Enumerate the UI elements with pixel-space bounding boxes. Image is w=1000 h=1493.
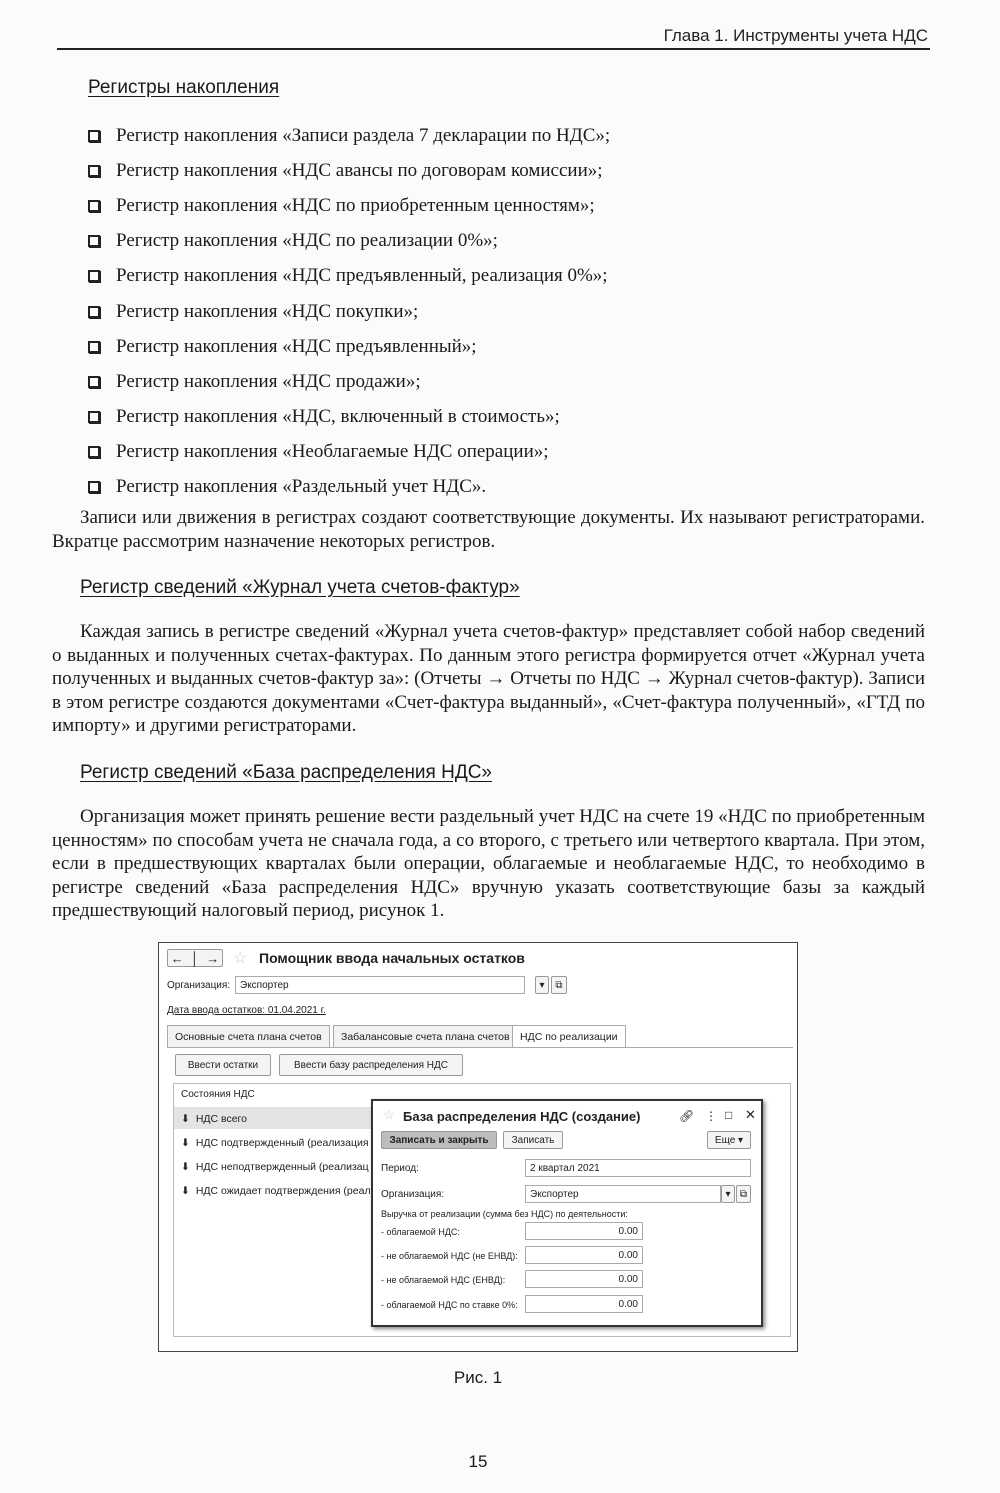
open-icon[interactable]: ⧉ [736, 1185, 751, 1203]
field-label: - облагаемой НДС по ставке 0%: [381, 1300, 518, 1310]
field-label: - не облагаемой НДС (ЕНВД): [381, 1275, 506, 1285]
checkbox-bullet-icon [88, 446, 100, 458]
running-header: Глава 1. Инструменты учета НДС [663, 26, 928, 45]
paragraph: Записи или движения в регистрах создают соответствующие документы. Их называют регистраторами. Вкратце рассмотрим назначение некоторых регистров. [52, 507, 925, 552]
checkbox-bullet-icon [88, 306, 100, 318]
dropdown-icon[interactable]: ▾ [535, 976, 549, 994]
checkbox-bullet-icon [88, 235, 100, 247]
checkbox-bullet-icon [88, 200, 100, 212]
dropdown-icon[interactable]: ▾ [721, 1185, 735, 1203]
org-field[interactable]: Экспортер [525, 1185, 721, 1203]
org-field[interactable]: Экспортер [235, 976, 525, 994]
list-item [88, 118, 610, 153]
figure-caption: Рис. 1 [453, 1368, 503, 1387]
forward-arrow-icon[interactable]: → [206, 950, 220, 966]
tab-main-accounts[interactable]: Основные счета плана счетов [167, 1025, 330, 1047]
tab-offbalance-accounts[interactable]: Забалансовые счета плана счетов [333, 1025, 518, 1047]
list-item-text: Регистр накопления «Необлагаемые НДС операции»; [116, 441, 549, 463]
enter-balances-button[interactable]: Ввести остатки [175, 1054, 271, 1076]
more-label: Еще [714, 1134, 736, 1146]
arrow-down-icon: ⬇ [181, 1185, 190, 1197]
period-label: Период: [381, 1163, 419, 1174]
tree-row[interactable] [181, 1161, 369, 1173]
list-item-text: Регистр накопления «НДС покупки»; [116, 300, 419, 322]
org-label: Организация: [381, 1189, 445, 1200]
checkbox-bullet-icon [88, 270, 100, 282]
window-title: Помощник ввода начальных остатков [259, 950, 525, 966]
tree-row[interactable] [181, 1185, 371, 1197]
tree-row[interactable] [181, 1113, 247, 1125]
save-button[interactable]: Записать [503, 1131, 563, 1149]
checkbox-bullet-icon [88, 481, 100, 493]
arrow-down-icon: ⬇ [181, 1113, 190, 1125]
revenue-label: Выручка от реализации (сумма без НДС) по деятельности: [381, 1209, 628, 1219]
paragraph: Организация может принять решение вести раздельный учет НДС на счете 19 «НДС по приобретенным ценностям» по способам учета не сначала года, а со второго, с третьего или четвертого квартала. При этом, если в предшествующих кварталах были операции, облагаемые и необлагаемые НДС, то необходимо в регистре сведений «База распределения НДС» вручную указать соответствующие базы за каждый предшествующий налоговый период, рисунок 1. [52, 806, 925, 922]
org-label: Организация: [167, 980, 231, 991]
tree-row-label: НДС ожидает подтверждения (реал [195, 1185, 371, 1197]
list-item [88, 329, 610, 364]
star-icon[interactable]: ☆ [233, 950, 248, 967]
list-item [88, 470, 610, 505]
star-icon[interactable]: ☆ [383, 1107, 395, 1122]
figure-screenshot [158, 942, 798, 1352]
bullet-list [88, 118, 610, 505]
list-item-text: Регистр накопления «Раздельный учет НДС». [116, 476, 487, 498]
list-item [88, 224, 610, 259]
zero-rate-amount-input[interactable]: 0.00 [525, 1295, 643, 1313]
non-taxable-amount-input[interactable]: 0.00 [525, 1246, 643, 1264]
checkbox-bullet-icon [88, 341, 100, 353]
tree-row[interactable] [181, 1137, 369, 1149]
list-item [88, 188, 610, 223]
close-icon[interactable]: ✕ [745, 1107, 756, 1122]
open-icon[interactable]: ⧉ [551, 976, 567, 994]
tree-row-label: НДС подтвержденный (реализация [195, 1137, 369, 1149]
tree-row-label: НДС всего [195, 1113, 247, 1125]
section-heading: Регистр сведений «База распределения НДС» [80, 762, 492, 783]
arrow-down-icon: ⬇ [181, 1137, 190, 1149]
list-header: Состояния НДС [181, 1089, 255, 1100]
list-item [88, 259, 610, 294]
list-item [88, 294, 610, 329]
envd-amount-input[interactable]: 0.00 [525, 1270, 643, 1288]
header-rule [57, 48, 930, 50]
list-item-text: Регистр накопления «НДС предъявленный, реализация 0%»; [116, 265, 608, 287]
checkbox-bullet-icon [88, 411, 100, 423]
checkbox-bullet-icon [88, 165, 100, 177]
link-icon[interactable]: 🔗︎ [679, 1109, 695, 1123]
tree-row-label: НДС неподтвержденный (реализац [195, 1161, 369, 1173]
checkbox-bullet-icon [88, 376, 100, 388]
date-link[interactable]: Дата ввода остатков: 01.04.2021 г. [167, 1005, 326, 1016]
section-heading: Регистры накопления [88, 77, 280, 98]
more-button[interactable]: Еще ▾ [707, 1131, 751, 1149]
tab-vat-sales[interactable]: НДС по реализации [512, 1025, 626, 1048]
list-item [88, 400, 610, 435]
dialog-window [371, 1099, 763, 1327]
taxable-amount-input[interactable]: 0.00 [525, 1222, 643, 1240]
list-item-text: Регистр накопления «Записи раздела 7 декларации по НДС»; [116, 124, 611, 146]
list-item-text: Регистр накопления «НДС авансы по договорам комиссии»; [116, 159, 603, 181]
list-item-text: Регистр накопления «НДС по реализации 0%»; [116, 230, 498, 252]
more-vertical-icon[interactable]: ⋮ [705, 1109, 717, 1123]
field-label: - облагаемой НДС: [381, 1227, 460, 1237]
list-item [88, 364, 610, 399]
period-field[interactable]: 2 квартал 2021 [525, 1159, 751, 1177]
arrow-down-icon: ⬇ [181, 1161, 190, 1173]
dialog-title: База распределения НДС (создание) [403, 1109, 641, 1124]
list-item-text: Регистр накопления «НДС по приобретенным ценностям»; [116, 194, 595, 216]
nav-buttons: ← │ → [167, 949, 223, 967]
back-arrow-icon[interactable]: ← [170, 950, 184, 966]
paragraph: Каждая запись в регистре сведений «Журнал учета счетов-фактур» представляет собой набор сведений о выданных и полученных счетах-фактурах. По данным этого регистра формируется отчет «Журнал учета полученных и выданных счетов-фактур за»: (Отчеты → Отчеты по НДС → Журнал счетов-фактур). Записи в этом регистре создаются документами «Счет-фактура выданный», «Счет-фактура полученный», «ГТД по импорту» и другими регистраторами. [52, 621, 925, 737]
list-item [88, 153, 610, 188]
field-label: - не облагаемой НДС (не ЕНВД): [381, 1251, 518, 1261]
maximize-icon[interactable]: □ [725, 1108, 733, 1122]
list-item-text: Регистр накопления «НДС продажи»; [116, 370, 421, 392]
page-number: 15 [468, 1452, 488, 1471]
list-item-text: Регистр накопления «НДС, включенный в стоимость»; [116, 406, 560, 428]
tab-divider [167, 1047, 793, 1048]
section-heading: Регистр сведений «Журнал учета счетов-фактур» [80, 577, 520, 598]
enter-vat-base-button[interactable]: Ввести базу распределения НДС [279, 1054, 463, 1076]
checkbox-bullet-icon [88, 130, 100, 142]
save-and-close-button[interactable]: Записать и закрыть [381, 1131, 497, 1149]
list-item [88, 435, 610, 470]
list-item-text: Регистр накопления «НДС предъявленный»; [116, 335, 477, 357]
